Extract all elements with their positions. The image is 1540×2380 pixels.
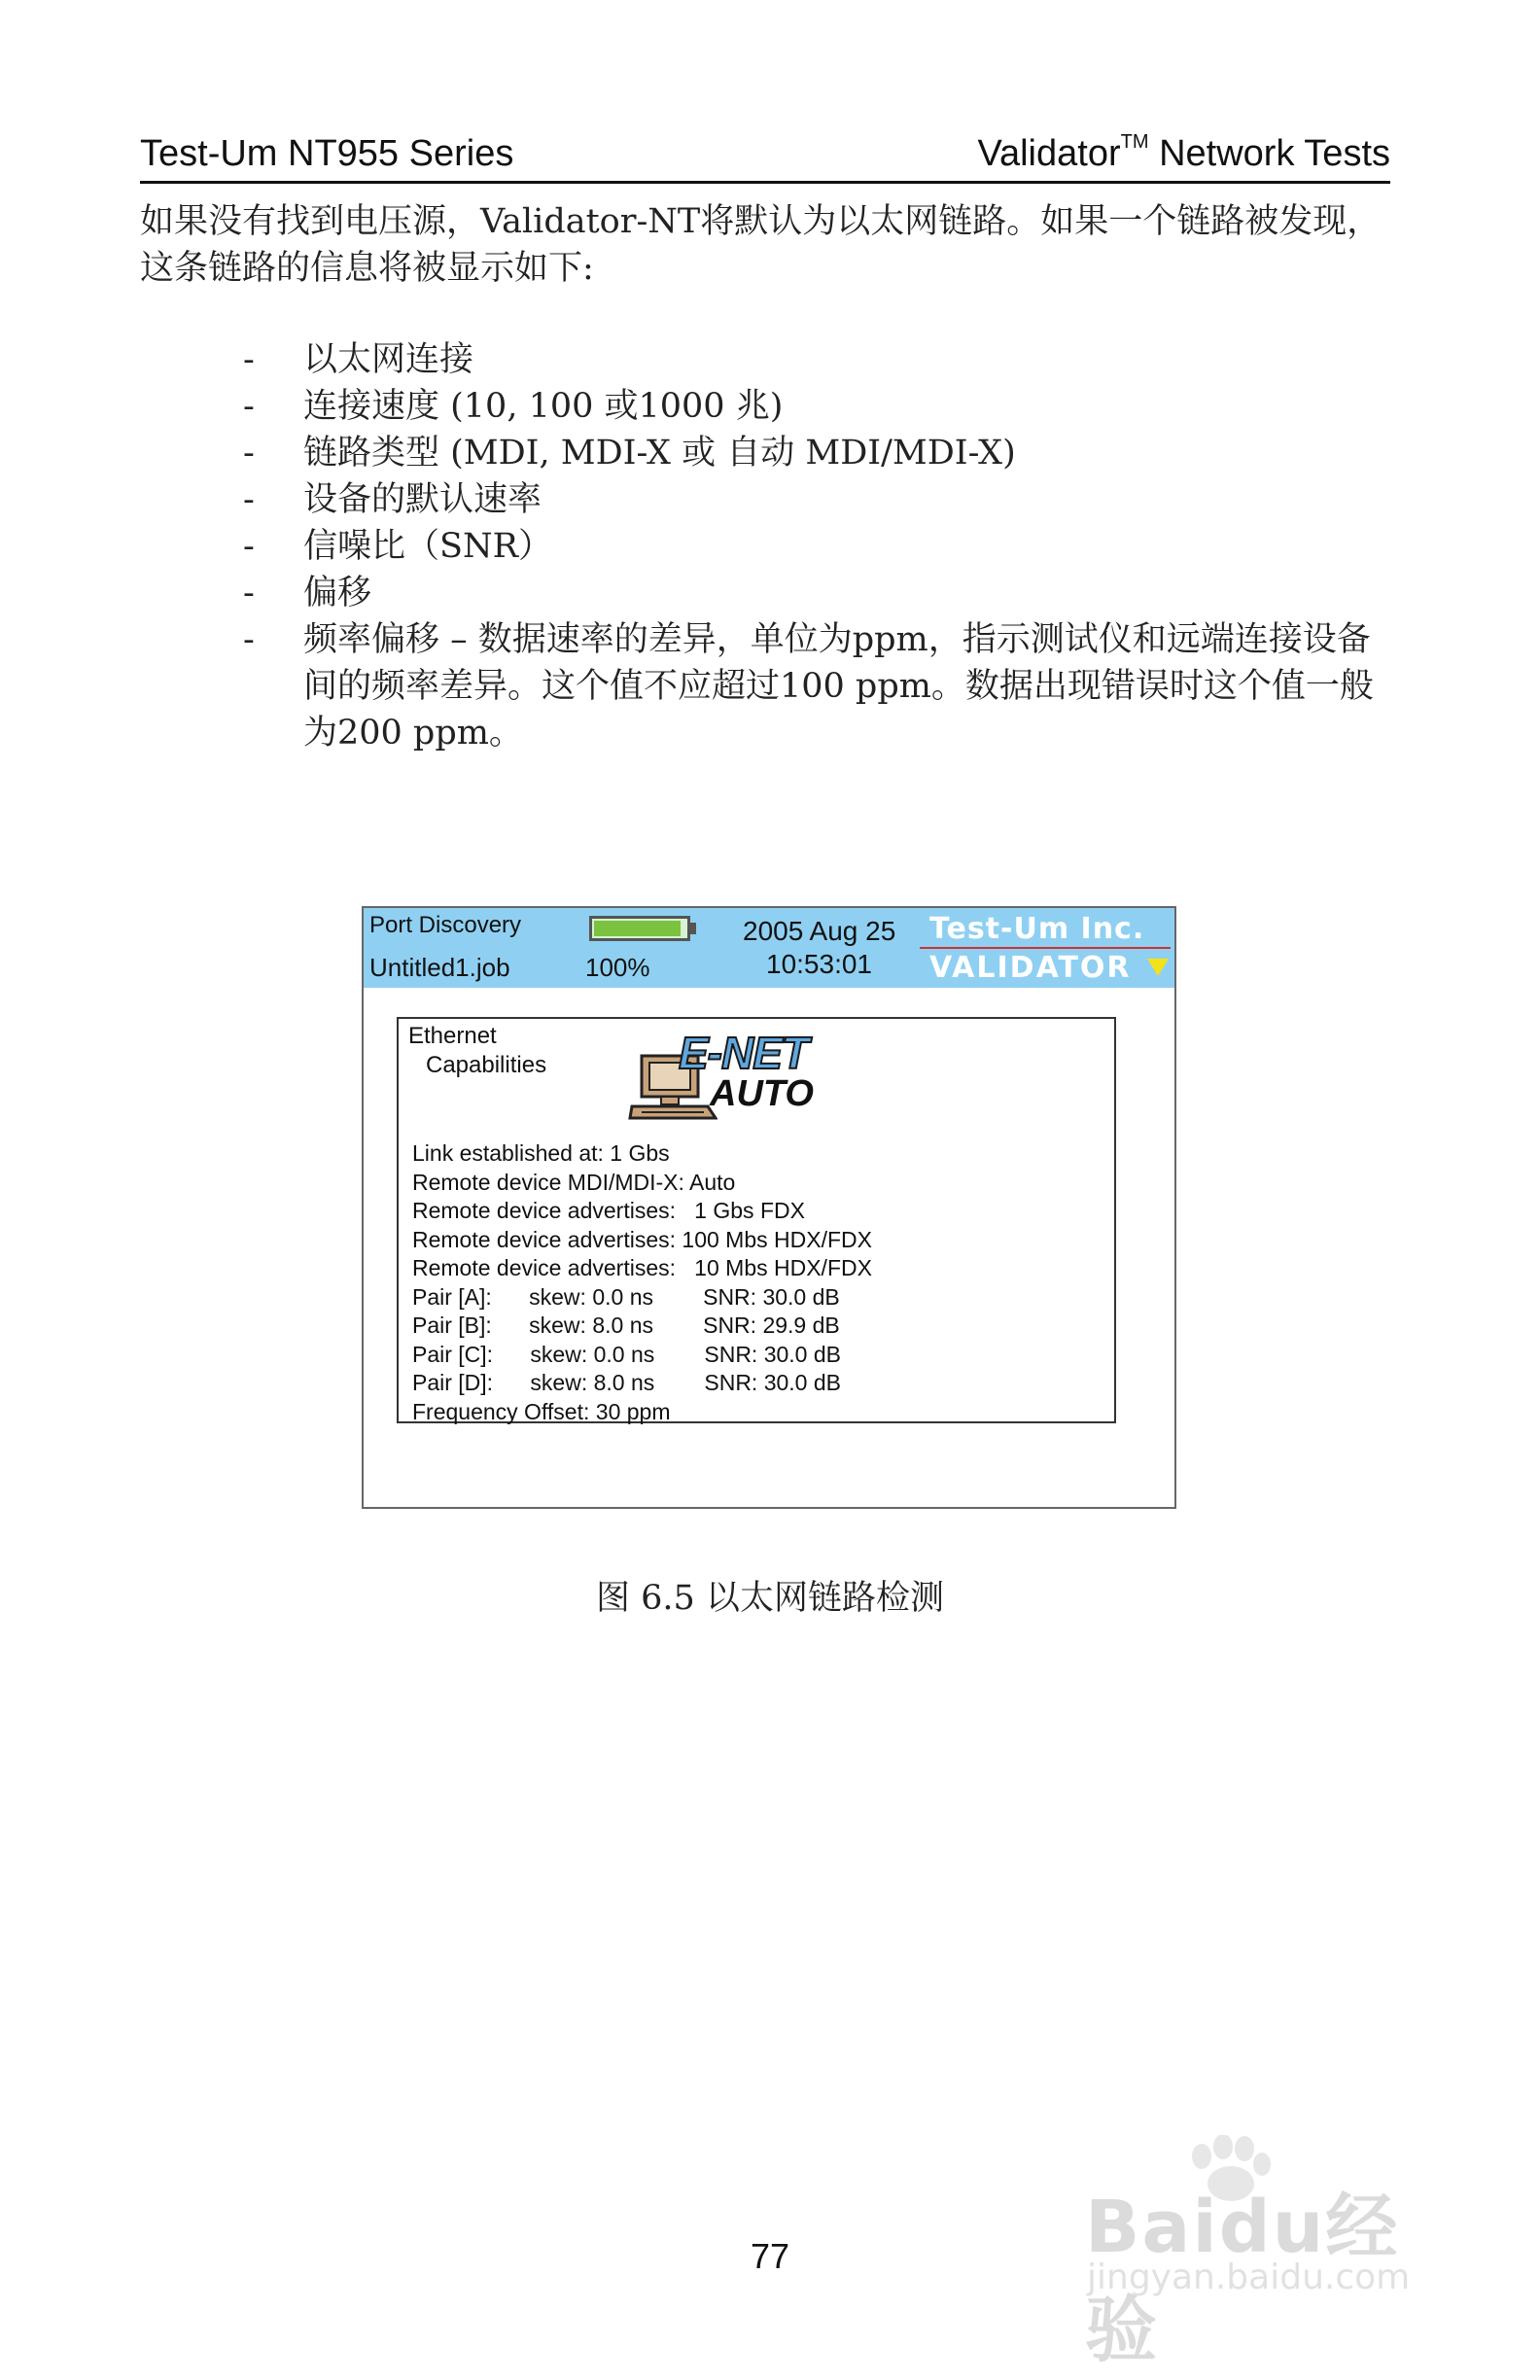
list-item	[243, 383, 1390, 430]
list-dash: -	[243, 387, 255, 426]
list-item	[243, 476, 1390, 523]
list-item-text: 频率偏移 – 数据速率的差异，单位为ppm，指示测试仪和远端连接设备间的频率差异。这个值不应超过100 ppm。数据出现错误时这个值一般为200 ppm。	[303, 620, 1374, 752]
watermark-brand: Baidu经验	[1085, 2186, 1400, 2372]
info-line: Remote device advertises: 10 Mbs HDX/FDX	[412, 1255, 872, 1280]
brand-product-logo: VALIDATOR	[929, 951, 1132, 985]
info-line: Pair [B]: skew: 8.0 ns SNR: 29.9 dB	[412, 1312, 840, 1338]
list-item	[243, 430, 1390, 476]
battery-icon	[589, 916, 690, 941]
info-line: Pair [C]: skew: 0.0 ns SNR: 30.0 dB	[412, 1341, 841, 1367]
list-item	[243, 523, 1390, 570]
list-item	[243, 336, 1390, 383]
baidu-watermark	[1079, 2135, 1449, 2372]
battery-percent: 100%	[585, 953, 650, 982]
dropdown-arrow-icon	[1147, 959, 1169, 976]
battery-tip	[690, 923, 696, 934]
device-status-bar	[364, 908, 1174, 988]
list-item	[243, 616, 1390, 756]
device-screenshot	[362, 906, 1176, 1509]
device-time: 10:53:01	[766, 949, 872, 979]
brand-divider	[920, 947, 1171, 949]
info-line: Remote device MDI/MDI-X: Auto	[412, 1169, 736, 1195]
battery-fill	[594, 921, 681, 936]
header-left-title: Test-Um NT955 Series	[140, 133, 514, 174]
device-date: 2005 Aug 25	[743, 916, 896, 946]
list-item-text: 设备的默认速率	[303, 480, 542, 519]
ethernet-capabilities-panel	[397, 1017, 1116, 1423]
list-dash: -	[243, 480, 255, 519]
page-header	[140, 130, 1390, 184]
watermark-url: jingyan.baidu.com	[1087, 2258, 1411, 2297]
figure-caption: 图 6.5 以太网链路检测	[596, 1579, 944, 1618]
info-line: Frequency Offset: 30 ppm	[412, 1398, 671, 1424]
device-job-label: Untitled1.job	[369, 953, 510, 982]
list-dash: -	[243, 434, 255, 472]
logo-enet-text: E-NET	[679, 1028, 808, 1078]
feature-list	[243, 336, 1390, 756]
brand-company-logo: Test-Um Inc.	[929, 912, 1145, 946]
enet-auto-logo	[628, 1027, 822, 1120]
header-right-title	[977, 131, 1390, 175]
header-right-main: Validator	[977, 133, 1121, 174]
device-mode-label: Port Discovery	[369, 912, 522, 938]
list-item	[243, 570, 1390, 616]
list-item-text: 连接速度 (10, 100 或1000 兆)	[303, 387, 784, 426]
list-item-text: 以太网连接	[303, 340, 474, 379]
list-item-text: 链路类型 (MDI, MDI-X 或 自动 MDI/MDI-X)	[303, 434, 1016, 472]
list-item-text: 信噪比（SNR）	[303, 527, 552, 566]
list-dash: -	[243, 574, 255, 612]
info-line: Pair [A]: skew: 0.0 ns SNR: 30.0 dB	[412, 1283, 840, 1310]
info-line: Link established at: 1 Gbs	[412, 1140, 670, 1166]
panel-title-line2: Capabilities	[426, 1052, 547, 1078]
logo-auto-text: AUTO	[710, 1073, 814, 1114]
panel-title-line1: Ethernet	[408, 1023, 497, 1049]
link-info-list	[412, 1139, 872, 1426]
info-line: Remote device advertises: 1 Gbs FDX	[412, 1198, 805, 1223]
list-item-text: 偏移	[303, 574, 372, 612]
header-right-rest: Network Tests	[1148, 133, 1390, 174]
page-number: 77	[750, 2236, 790, 2276]
list-dash: -	[243, 340, 255, 379]
list-dash: -	[243, 527, 255, 566]
trademark-sup: TM	[1120, 131, 1149, 153]
list-dash: -	[243, 620, 255, 659]
info-line: Remote device advertises: 100 Mbs HDX/FDX	[412, 1226, 872, 1252]
intro-paragraph: 如果没有找到电压源，Validator-NT将默认为以太网链路。如果一个链路被发现，这条链路的信息将被显示如下:	[140, 202, 1382, 288]
info-line: Pair [D]: skew: 8.0 ns SNR: 30.0 dB	[412, 1370, 841, 1395]
